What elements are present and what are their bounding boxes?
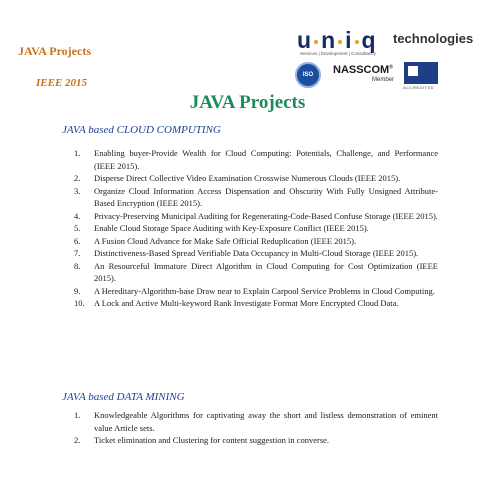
list-item: 4. Privacy-Preserving Municipal Auditing for Regenerating-Code-Based Confuse Storage (IEEE 2015). xyxy=(74,210,438,221)
iso-badge-icon xyxy=(295,62,321,88)
accreditation-badge-icon xyxy=(404,62,438,84)
logo-dot xyxy=(314,40,318,44)
iso-label: ISO xyxy=(302,72,314,78)
nasscom-registered-mark: ® xyxy=(389,64,393,71)
logo-letter: i xyxy=(345,27,352,53)
logo-tagline: Services | Development | Consultancy xyxy=(300,51,376,56)
nasscom-member-label: Member xyxy=(372,77,395,83)
list-item: 1. Knowledgeable Algorithms for captivating away the short and listless demonstration of eminent value Article sets. xyxy=(74,410,438,433)
section-heading-cloud xyxy=(62,124,221,136)
logo-wordmark xyxy=(297,27,376,54)
logo-letter: n xyxy=(321,27,336,53)
header-title: JAVA Projects xyxy=(18,44,91,58)
list-item: 10. A Lock and Active Multi-keyword Rank Investigate Format More Encrypted Cloud Data. xyxy=(74,298,399,308)
logo-suffix: technologies xyxy=(393,31,474,46)
section-prefix: JAVA based xyxy=(62,124,117,136)
list-item: 7. Distinctiveness-Based Spread Verifiable Data Occupancy in Multi-Cloud Storage (IEEE 2015). xyxy=(74,248,419,258)
list-item: 2. Ticket elimination and Clustering for content suggestion in converse. xyxy=(74,435,330,445)
list-item: 3. Organize Cloud Information Access Dispensation and Obscurity With Fully Unsigned Attribute-Based Encryption (IEEE 2015). xyxy=(74,185,438,208)
nasscom-logo xyxy=(333,64,393,76)
page-title: JAVA Projects xyxy=(189,92,306,113)
logo-dot xyxy=(355,40,359,44)
data-mining-project-list xyxy=(74,409,438,447)
cloud-project-list xyxy=(74,147,438,310)
list-item: 9. A Hereditary-Algorithm-base Draw near to Explain Carpool Service Problems in Cloud Computing. xyxy=(74,285,435,296)
section-heading-data-mining xyxy=(62,391,185,403)
list-item: 1. Enabling buyer-Provide Wealth for Cloud Computing: Potentials, Challenge, and Performance (IEEE 2015). xyxy=(74,148,438,171)
list-item: 8. An Resourceful Immature Direct Algorithm in Cloud Computing for Cost Optimization (IEEE 2015). xyxy=(74,260,438,283)
logo-letter: u xyxy=(297,27,312,53)
accreditation-emblem xyxy=(408,66,418,76)
logo-dot xyxy=(338,40,342,44)
accreditation-label: ACCREDITED xyxy=(403,85,435,90)
list-item: 2. Disperse Direct Collective Video Examination Crosswise Numerous Clouds (IEEE 2015). xyxy=(74,173,401,183)
header-subtitle: IEEE 2015 xyxy=(36,77,88,89)
nasscom-text: NASSCOM xyxy=(333,64,390,76)
list-item: 6. A Fusion Cloud Advance for Make Safe Official Reduplication (IEEE 2015). xyxy=(74,235,357,246)
list-item: 5. Enable Cloud Storage Space Auditing with Key-Exposure Conflict (IEEE 2015). xyxy=(74,223,369,233)
header-left xyxy=(18,44,91,59)
section-name: DATA MINING xyxy=(116,391,185,403)
logo-letter: q xyxy=(361,27,376,53)
section-name: CLOUD COMPUTING xyxy=(116,124,221,136)
section-prefix: JAVA based xyxy=(62,391,117,403)
